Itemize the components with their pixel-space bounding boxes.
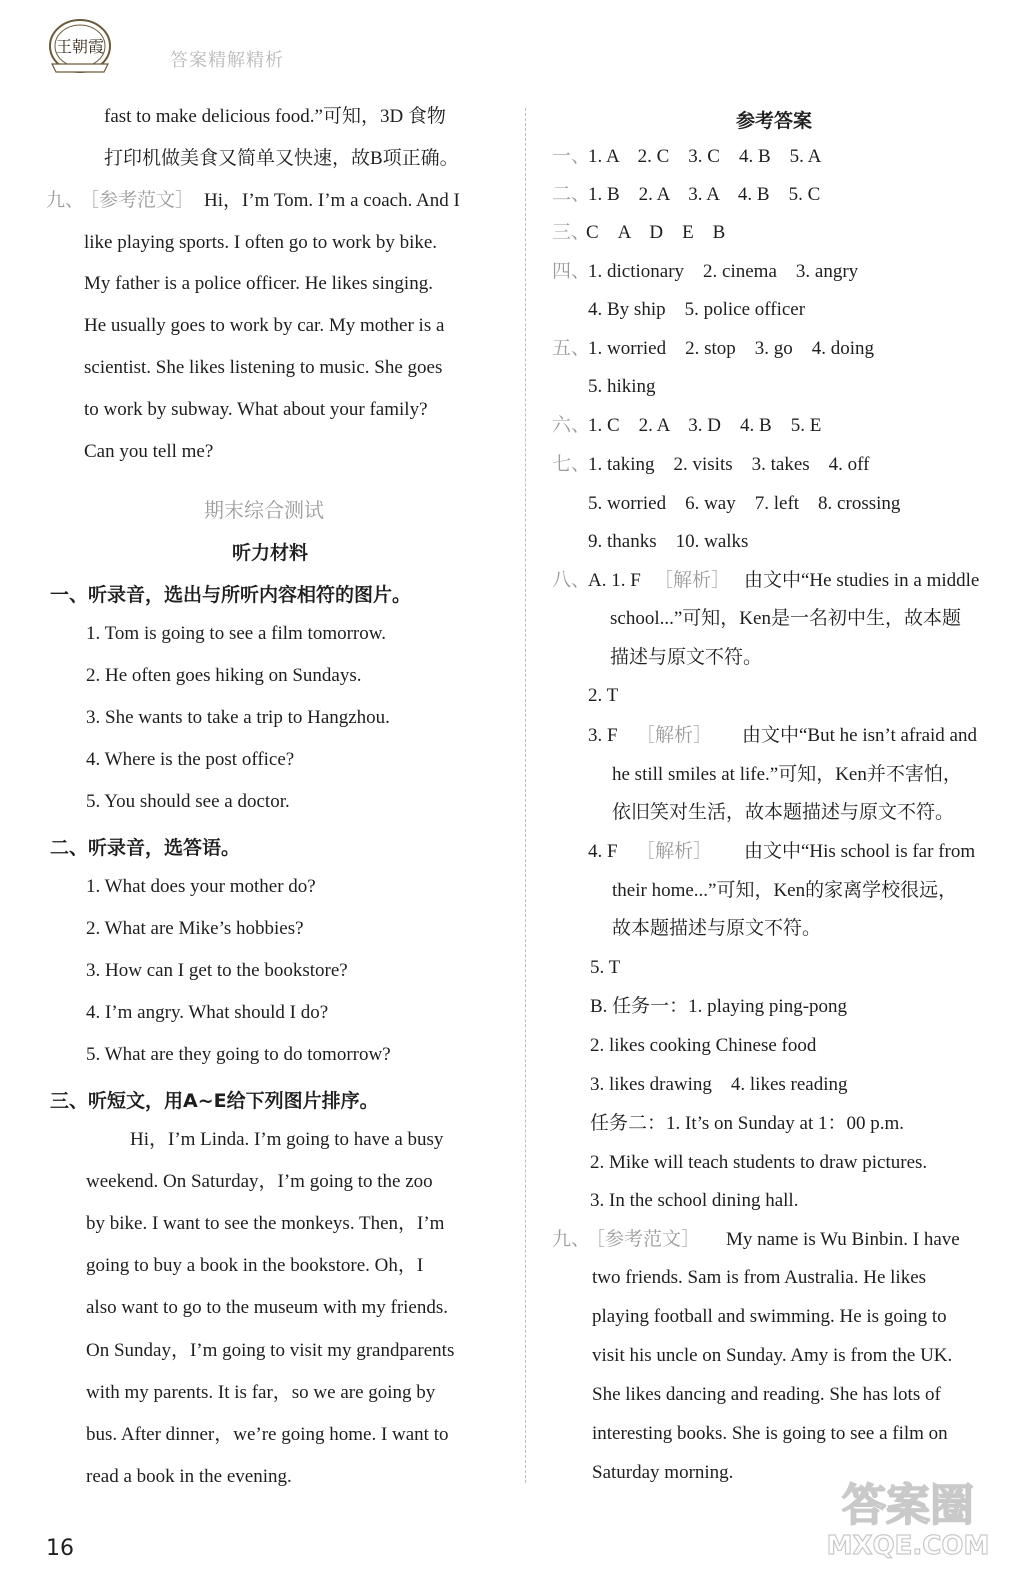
answer-line: 2. T (588, 685, 619, 706)
site-watermark (798, 1470, 1013, 1567)
passage-line: also want to go to the museum with my friends. (86, 1297, 449, 1318)
answer-line: C A D E B (586, 222, 726, 243)
list-item: 5. What are they going to do tomorrow? (86, 1044, 391, 1065)
list-item: 5. You should see a doctor. (86, 791, 290, 812)
listening-title: 听力材料 (232, 542, 309, 564)
answer-line: 3. likes drawing 4. likes reading (590, 1074, 848, 1095)
list-item: 3. How can I get to the bookstore? (86, 960, 348, 981)
list-item: 2. He often goes hiking on Sundays. (86, 665, 362, 686)
q-number: 四、 (552, 261, 591, 282)
left-continuation-line-2: 打印机做美食又简单又快速，故B项正确。 (104, 148, 459, 169)
essay-line: Saturday morning. (592, 1462, 734, 1483)
svg-text:MXQE.COM: MXQE.COM (826, 1531, 990, 1561)
q-number: 三、 (552, 222, 591, 243)
header-subtitle: 答案精解精析 (170, 50, 284, 71)
q-number: 七、 (552, 454, 591, 475)
answer-lead: A. 1. F (588, 570, 641, 591)
exam-title: 期末综合测试 (204, 498, 324, 522)
passage-line: by bike. I want to see the monkeys. Then，I’m (86, 1213, 445, 1234)
essay-line: playing football and swimming. He is going to (592, 1306, 947, 1327)
essay-line: interesting books. She is going to see a film on (592, 1423, 948, 1444)
passage-line: going to buy a book in the bookstore. Oh，I (86, 1255, 424, 1276)
essay-line: My father is a police officer. He likes singing. (84, 273, 433, 294)
answer-line: 5. hiking (588, 376, 656, 397)
answer-line: 1. C 2. A 3. D 4. B 5. E (588, 415, 822, 436)
answer-line: 3. In the school dining hall. (590, 1190, 799, 1211)
left-continuation-line-1: fast to make delicious food.”可知，3D 食物 (104, 106, 446, 127)
page-number: 16 (46, 1536, 74, 1561)
answer-line: 2. Mike will teach students to draw pictures. (590, 1152, 928, 1173)
essay-line: like playing sports. I often go to work by bike. (84, 232, 438, 253)
essay-number: 九、 (46, 190, 85, 211)
analysis-tag: ［解析］ (636, 841, 713, 862)
essay-line: She likes dancing and reading. She has lots of (592, 1384, 941, 1405)
answer-line: 依旧笑对生活，故本题描述与原文不符。 (612, 802, 955, 823)
column-divider (525, 108, 526, 1483)
essay-tag: ［参考范文］ (586, 1229, 701, 1250)
q-number: 五、 (552, 338, 591, 359)
passage-line: bus. After dinner，we’re going home. I want to (86, 1424, 449, 1445)
answer-lead: 3. F (588, 725, 618, 746)
answer-line: 5. T (590, 957, 621, 978)
list-item: 3. She wants to take a trip to Hangzhou. (86, 707, 390, 728)
passage-line: read a book in the evening. (86, 1466, 292, 1487)
passage-line: with my parents. It is far，so we are going by (86, 1382, 436, 1403)
svg-text:王朝霞: 王朝霞 (55, 37, 105, 56)
answer-line: 5. worried 6. way 7. left 8. crossing (588, 493, 901, 514)
answer-line: school...”可知，Ken是一名初中生，故本题 (610, 608, 961, 629)
answer-lead: 4. F (588, 841, 618, 862)
analysis-tag: ［解析］ (654, 570, 731, 591)
essay-line: visit his uncle on Sunday. Amy is from the UK. (592, 1345, 953, 1366)
section-heading-1: 一、听录音，选出与所听内容相符的图片。 (50, 584, 412, 606)
list-item: 4. Where is the post office? (86, 749, 295, 770)
passage-line: Hi，I’m Linda. I’m going to have a busy (130, 1129, 444, 1150)
answers-title: 参考答案 (736, 110, 813, 132)
list-item: 1. Tom is going to see a film tomorrow. (86, 623, 387, 644)
q-number: 八、 (552, 570, 591, 591)
essay-tag: ［参考范文］ (80, 190, 195, 211)
q-number: 二、 (552, 184, 591, 205)
answer-line: 4. By ship 5. police officer (588, 299, 806, 320)
answer-line: their home...”可知，Ken的家离学校很远， (612, 880, 958, 901)
essay-first-line: My name is Wu Binbin. I have (726, 1229, 960, 1250)
section-heading-2: 二、听录音，选答语。 (50, 837, 241, 859)
list-item: 4. I’m angry. What should I do? (86, 1002, 329, 1023)
essay-line: scientist. She likes listening to music. She goes (84, 357, 443, 378)
answer-line: 任务二：1. It’s on Sunday at 1：00 p.m. (590, 1113, 905, 1134)
passage-line: On Sunday，I’m going to visit my grandparents (86, 1340, 455, 1361)
list-item: 1. What does your mother do? (86, 876, 316, 897)
answer-line: 1. A 2. C 3. C 4. B 5. A (588, 146, 822, 167)
essay-line: two friends. Sam is from Australia. He likes (592, 1267, 927, 1288)
answer-line: 由文中“But he isn’t afraid and (742, 725, 977, 746)
answer-line: 故本题描述与原文不符。 (612, 918, 822, 939)
q-number: 九、 (552, 1229, 591, 1250)
answer-line: he still smiles at life.”可知，Ken并不害怕， (612, 764, 962, 785)
svg-text:答案圈: 答案圈 (842, 1480, 974, 1531)
answer-line: 1. worried 2. stop 3. go 4. doing (588, 338, 875, 359)
passage-line: weekend. On Saturday，I’m going to the zoo (86, 1171, 433, 1192)
answer-line: 由文中“He studies in a middle (744, 570, 980, 591)
section-heading-3: 三、听短文，用A~E给下列图片排序。 (50, 1090, 379, 1112)
answer-line: 由文中“His school is far from (744, 841, 976, 862)
answer-line: 1. B 2. A 3. A 4. B 5. C (588, 184, 821, 205)
analysis-tag: ［解析］ (636, 725, 713, 746)
answer-line: 1. dictionary 2. cinema 3. angry (588, 261, 859, 282)
q-number: 一、 (552, 146, 591, 167)
answer-line: 2. likes cooking Chinese food (590, 1035, 817, 1056)
essay-line: Can you tell me? (84, 441, 214, 462)
answer-line: 描述与原文不符。 (610, 647, 763, 668)
essay-first-line: Hi，I’m Tom. I’m a coach. And I (204, 190, 460, 211)
essay-line: He usually goes to work by car. My mother is a (84, 315, 445, 336)
q-number: 六、 (552, 415, 591, 436)
answer-line: 9. thanks 10. walks (588, 531, 749, 552)
publisher-logo (44, 14, 116, 78)
essay-line: to work by subway. What about your family? (84, 399, 428, 420)
answer-line: 1. taking 2. visits 3. takes 4. off (588, 454, 870, 475)
answer-line: B. 任务一：1. playing ping-pong (590, 996, 848, 1017)
list-item: 2. What are Mike’s hobbies? (86, 918, 304, 939)
